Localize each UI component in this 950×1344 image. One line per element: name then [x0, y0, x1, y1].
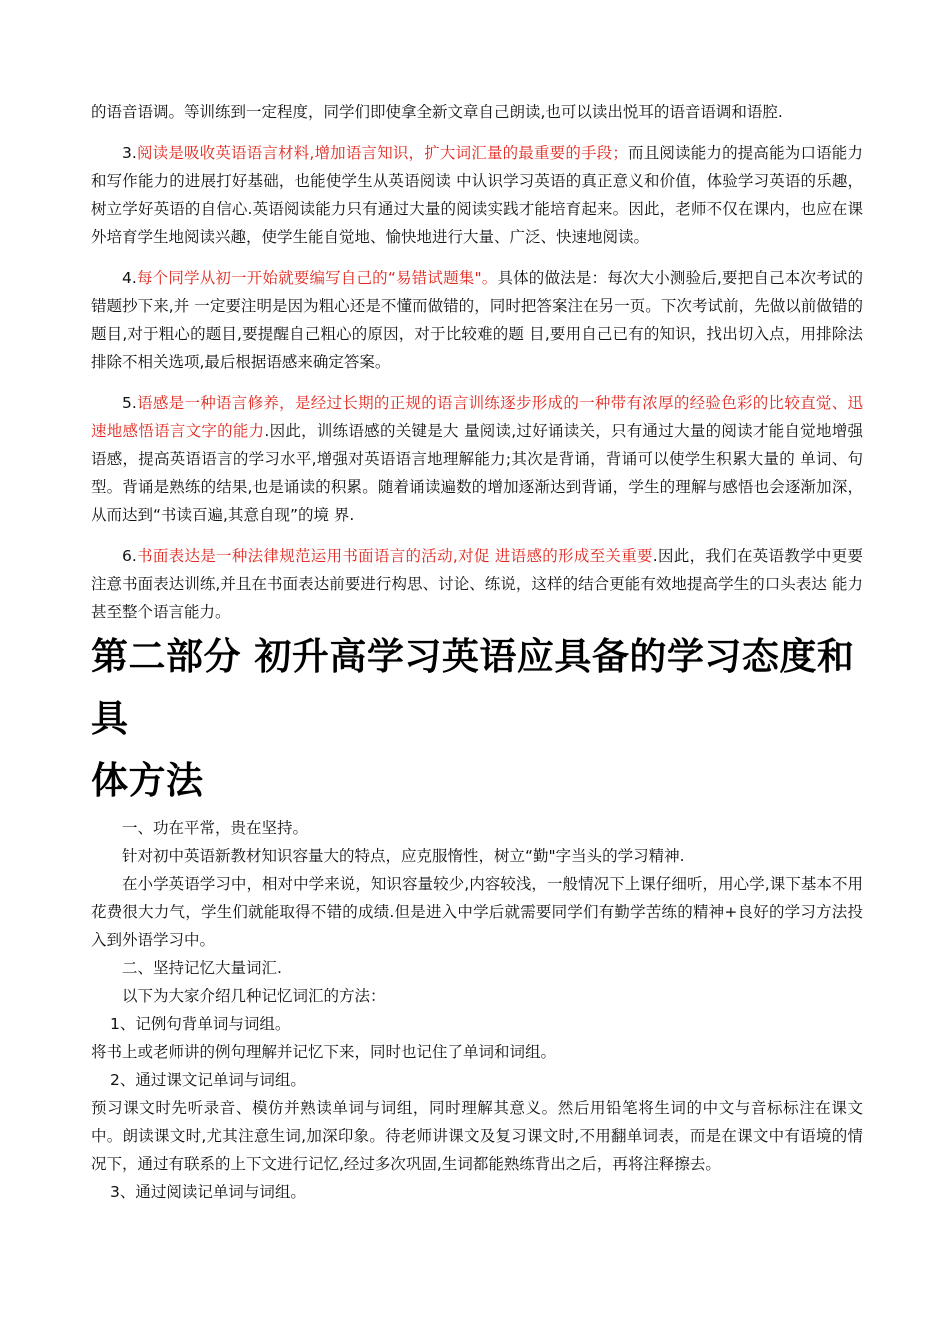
method-2-title: 2、通过课文记单词与词组。: [110, 1071, 306, 1089]
point-3-number: 3.: [122, 144, 137, 162]
part-2-title: 二、坚持记忆大量词汇.: [122, 959, 282, 977]
part-1-paragraph-1: 针对初中英语新教材知识容量大的特点，应克服惰性，树立“勤"字当头的学习精神.: [122, 847, 685, 865]
point-4-body: 具体的做法是：每次大小测验后,要把自己本次考试的错题抄下来,并 一定要注明是因为粗心还是不懂而做错的，同时把答案注在另一页。下次考试前，先做以前做错的题目,对于粗心的题目,要提醒自己粗心的原因，对于比较难的题 目,要用自己已有的知识，找出切入点，用排除法排除不相关选项,最后根据语感来确定答案。: [91, 269, 863, 371]
point-3-body: 而且阅读能力的提高能为口语能力和写作能力的进展打好基础，也能使学生从英语阅读 中认识学习英语的真正意义和价值，体验学习英语的乐趣，树立学好英语的自信心.英语阅读能力只有通过大量的阅读实践才能培育起来。因此，老师不仅在课内，也应在课外培育学生地阅读兴趣，使学生能自觉地、愉快地进行大量、广泛、快速地阅读。: [91, 144, 863, 246]
part-1-paragraph-2: 在小学英语学习中，相对中学来说，知识容量较少,内容较浅，一般情况下上课仔细听，用心学,课下基本不用花费很大力气，学生们就能取得不错的成绩.但是进入中学后就需要同学们有勤学苦练的精神+良好的学习方法投入到外语学习中。: [91, 875, 863, 949]
continuation-paragraph: 的语音语调。等训练到一定程度，同学们即使拿全新文章自己朗读,也可以读出悦耳的语音语调和语腔.: [91, 103, 783, 121]
point-6-body: .因此，我们在英语教学中更要注意书面表达训练,并且在书面表达前要进行构思、讨论、练说，这样的结合更能有效地提高学生的口头表达 能力甚至整个语言能力。: [91, 547, 863, 621]
section-heading: [91, 626, 863, 812]
section-heading-line-2: 体方法: [91, 759, 204, 802]
point-5-paragraph: [91, 389, 863, 529]
point-3-paragraph: [91, 139, 863, 251]
part-1-title: 一、功在平常，贵在坚持。: [122, 819, 309, 837]
point-6-number: 6.: [122, 547, 137, 565]
point-4-highlight: 每个同学从初一开始就要编写自己的“易错试题集"。: [136, 269, 498, 287]
point-4-paragraph: [91, 264, 863, 376]
method-3-title: 3、通过阅读记单词与词组。: [110, 1183, 306, 1201]
method-1-body: 将书上或老师讲的例句理解并记忆下来，同时也记住了单词和词组。: [91, 1043, 557, 1061]
point-4-number: 4.: [122, 269, 137, 287]
point-5-number: 5.: [122, 394, 137, 412]
method-1-title: 1、记例句背单词与词组。: [110, 1015, 291, 1033]
point-6-highlight: 书面表达是一种法律规范运用书面语言的活动,对促 进语感的形成至关重要: [136, 547, 653, 565]
point-5-body: .因此，训练语感的关键是大 量阅读,过好诵读关，只有通过大量的阅读才能自觉地增强语感，提高英语语言的学习水平,增强对英语语言地理解能力;其次是背诵，背诵可以使学生积累大量的 单词、句型。背诵是熟练的结果,也是诵读的积累。随着诵读遍数的增加逐渐达到背诵，学生的理解与感悟也会逐渐加深，从而达到“书读百遍,其意自现”的境 界.: [91, 422, 863, 524]
part-2-intro: 以下为大家介绍几种记忆词汇的方法：: [122, 987, 386, 1005]
point-5-highlight: 语感是一种语言修养，是经过长期的正规的语言训练逐步形成的一种带有浓厚的经验色彩的比较直觉、迅速地感悟语言文字的能力: [91, 394, 863, 440]
section-heading-line-1: 第二部分 初升高学习英语应具备的学习态度和具: [91, 635, 855, 740]
method-2-body: 预习课文时先听录音、模仿并熟读单词与词组，同时理解其意义。然后用铅笔将生词的中文与音标标注在课文中。朗读课文时,尤其注意生词,加深印象。待老师讲课文及复习课文时,不用翻单词表，而是在课文中有语境的情况下，通过有联系的上下文进行记忆,经过多次巩固,生词都能熟练背出之后，再将注释擦去。: [91, 1099, 863, 1173]
document-page: [91, 98, 863, 1206]
point-6-paragraph: [91, 542, 863, 626]
point-3-highlight: 阅读是吸收英语语言材料,增加语言知识，扩大词汇量的最重要的手段；: [136, 144, 628, 162]
